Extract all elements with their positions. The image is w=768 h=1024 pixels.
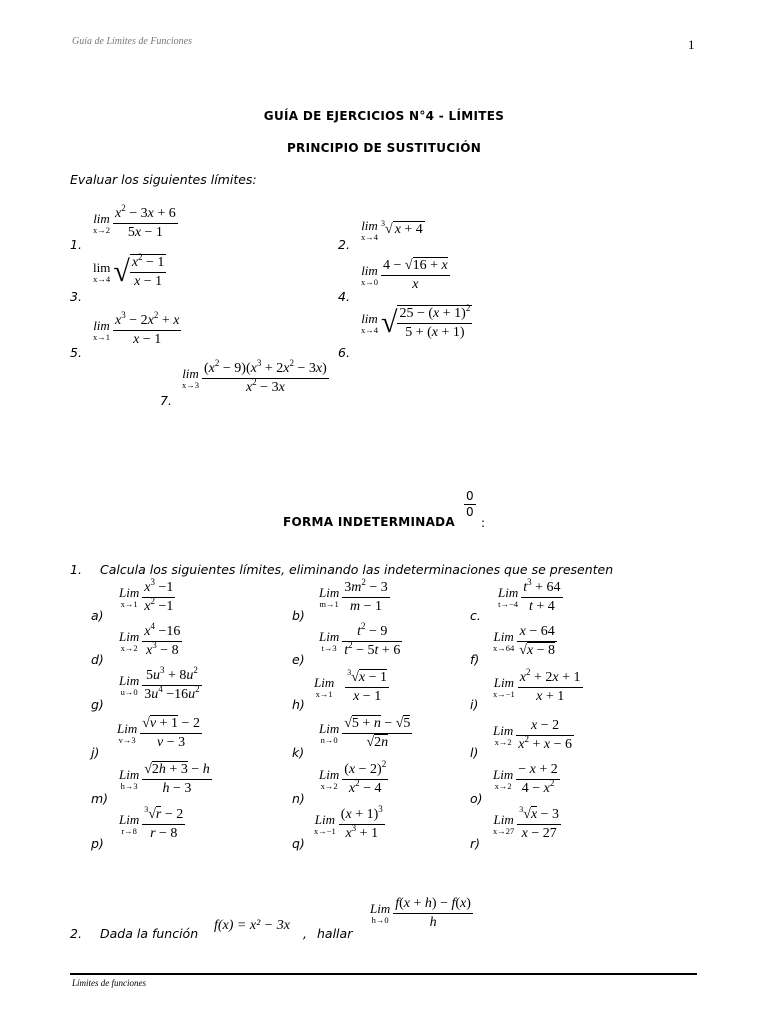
exercise-g-expression: Lim u→0 $\frac{5u^3 + 8u^2}{3u^4 -16u^2}$	[119, 665, 200, 703]
exercise-h-expression: Lim x→1 $\frac{^3√x - 1}{x - 1}$	[314, 668, 388, 705]
exercise-letter: r)	[470, 836, 481, 851]
exercise-n-expression: Lim x→2 $\frac{(x - 2)^2}{x^2 - 4}$	[319, 759, 387, 797]
exercise-7-expression: lim x→3 $\frac{(x^2 - 9)(x^3 + 2x^2 - 3x)}{x^2 - 3x}$	[182, 358, 327, 396]
exercise-letter: m)	[91, 791, 109, 806]
question-number: 1.	[70, 562, 82, 577]
section-title-indeterminate: FORMA INDETERMINADA	[283, 515, 456, 529]
exercise-a-expression: Lim x→1 $\frac{x^3 -1}{x^2 -1}$	[119, 577, 174, 615]
exercise-letter: k)	[292, 745, 305, 760]
exercise-number: 2.	[338, 237, 350, 252]
exercise-number: 5.	[70, 345, 82, 360]
exercise-letter: e)	[292, 652, 305, 667]
exercise-letter: d)	[91, 652, 104, 667]
page-title: GUÍA DE EJERCICIOS N°4 - LÍMITES	[263, 109, 505, 123]
exercise-2-expression: lim x→4 $^3$√ x + 4	[361, 218, 423, 242]
running-footer: Límites de funciones	[72, 978, 146, 988]
comma: ,	[303, 926, 307, 941]
exercise-l-expression: Lim x→2 $\frac{x - 2}{x^2 + x - 6}$	[493, 718, 572, 753]
exercise-5-expression: lim x→1 $\frac{x^3 - 2x^2 + x}{x - 1}$	[93, 310, 180, 348]
intro-text: Evaluar los siguientes límites:	[70, 172, 257, 187]
colon: :	[481, 516, 486, 530]
zero-over-zero	[464, 489, 476, 520]
exercise-number: 6.	[338, 345, 350, 360]
question-1-text: Calcula los siguientes límites, eliminando las indeterminaciones que se presenten	[100, 562, 614, 577]
exercise-letter: i)	[470, 697, 479, 712]
exercise-letter: b)	[292, 608, 305, 623]
question-number: 2.	[70, 926, 82, 941]
exercise-letter: o)	[470, 791, 483, 806]
exercise-letter: l)	[470, 745, 479, 760]
fraction-denominator: 0	[466, 505, 474, 519]
exercise-f-expression: Lim x→64 $\frac{x - 64}{√x - 8}$	[493, 624, 556, 659]
difference-quotient-expression: Lim h→0 $\frac{f(x + h) - f(x)}{h}$	[370, 896, 471, 931]
exercise-1-expression: lim x→2 $\frac{x^2 - 3x + 6}{5x - 1}$	[93, 203, 176, 241]
exercise-number: 1.	[70, 237, 82, 252]
exercise-i-expression: Lim x→−1 $\frac{x^2 + 2x + 1}{x + 1}$	[493, 667, 581, 705]
hallar-text: hallar	[317, 926, 353, 941]
page-number: 1	[688, 37, 695, 52]
section-title: PRINCIPIO DE SUSTITUCIÓN	[286, 141, 482, 155]
exercise-letter: q)	[292, 836, 305, 851]
exercise-6-expression: lim x→4 √ $\frac{25 - (x + 1)^2}{5 + (x + 1)}$	[361, 303, 471, 341]
exercise-p-expression: Lim r→8 $\frac{^3√r - 2}{r - 8}$	[119, 805, 184, 842]
exercise-letter: j)	[91, 745, 100, 760]
exercise-d-expression: Lim x→2 $\frac{x^4 -16}{x^3 - 8}$	[119, 621, 181, 659]
exercise-j-expression: Lim v→3 $\frac{√v + 1 - 2}{v - 3}$	[117, 716, 200, 751]
exercise-q-expression: Lim x→−1 $\frac{(x + 1)^3}{x^3 + 1}$	[314, 804, 383, 842]
exercise-e-expression: Lim t→3 $\frac{t^2 - 9}{t^2 - 5t + 6}$	[319, 621, 401, 659]
running-header: Guía de Límites de Funciones	[72, 36, 192, 47]
exercise-number: 4.	[338, 289, 350, 304]
exercise-3-expression: lim x→4 √ $\frac{x^2 - 1}{x - 1}$	[93, 252, 165, 290]
exercise-c-expression: Lim t→−4 $\frac{t^3 + 64}{t + 4}$	[498, 577, 561, 615]
exercise-letter: f)	[470, 652, 480, 667]
exercise-r-expression: Lim x→27 $\frac{^3√x - 3}{x - 27}$	[493, 805, 560, 842]
exercise-letter: h)	[292, 697, 305, 712]
exercise-number: 7.	[160, 393, 172, 408]
exercise-4-expression: lim x→0 $\frac{4 - √16 + x}{x}$	[361, 258, 448, 293]
exercise-letter: n)	[292, 791, 305, 806]
exercise-o-expression: Lim x→2 $\frac{- x + 2}{4 - x^2}$	[493, 762, 558, 797]
exercise-letter: p)	[91, 836, 104, 851]
question-2-text: Dada la función	[100, 926, 199, 941]
fraction-numerator: 0	[466, 489, 474, 503]
exercise-number: 3.	[70, 289, 82, 304]
exercise-k-expression: Lim n→0 $\frac{√5 + n - √5}{√2n}$	[319, 716, 411, 751]
footer-divider	[70, 973, 697, 975]
function-definition: f(x) = x² − 3x	[214, 918, 290, 933]
exercise-m-expression: Lim h→3 $\frac{√2h + 3 - h}{h - 3}$	[119, 762, 210, 797]
exercise-b-expression: Lim m→1 $\frac{3m^2 - 3}{m - 1}$	[319, 577, 388, 615]
exercise-letter: a)	[91, 608, 104, 623]
exercise-letter: c.	[470, 608, 481, 623]
exercise-letter: g)	[91, 697, 104, 712]
